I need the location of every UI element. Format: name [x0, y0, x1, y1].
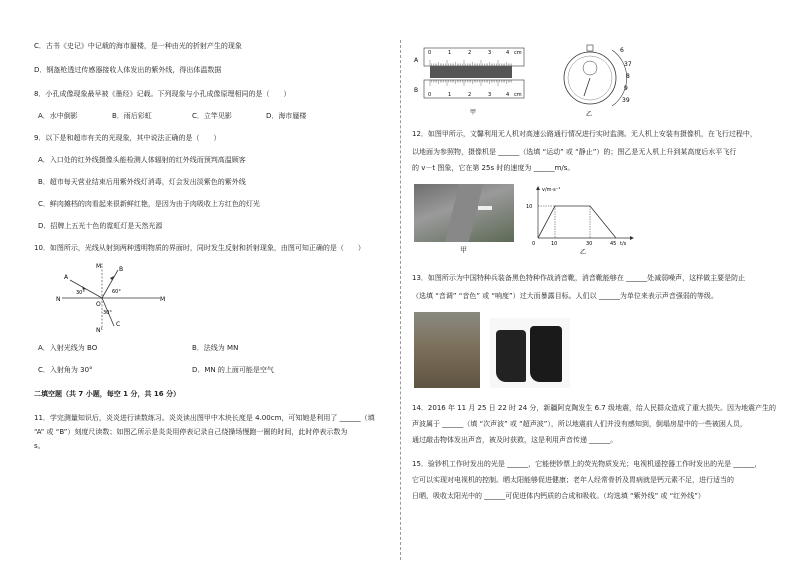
caption-jia: 甲 [470, 109, 477, 116]
ruler-b-tick-0: 0 [428, 92, 432, 98]
question-14-line2: 声波属于 ______（填 “次声波” 或 “超声波”），所以地震前人们并没有感知到，倒塌房屋中的一些被困人员， [412, 420, 747, 428]
question-13-line2: （选填 “音调” “音色” 或 “响度”）过大而暴露目标。人们以 ______为单位来表示声音强弱的等级。 [412, 292, 718, 300]
soldier-photo [414, 312, 480, 388]
angle-30-bottom: 30° [103, 310, 112, 316]
question-10: 10．如图所示，光线从射到两种透明物质的界面时，同时发生反射和折射现象，由图可知正确的是（ ） [34, 244, 365, 252]
ruler-label-a: A [414, 57, 419, 64]
graph-y0: 0 [532, 241, 536, 247]
question-11-line3: s。 [34, 442, 45, 450]
q9-option-a: A．入口处的红外线摄像头能检测人体辐射的红外线而预判高温顾客 [38, 156, 246, 164]
velocity-line [538, 206, 616, 238]
refraction-diagram [56, 262, 166, 334]
angle-30-top: 30° [76, 290, 85, 296]
q8-option-a: A．水中倒影 [38, 112, 78, 120]
q9-option-c: C．鲜肉摊档的肉看起来很新鲜红艳，是因为由于肉吸收上方红色的灯光 [38, 200, 260, 208]
graph-xunit: t/s [620, 241, 627, 247]
question-15-line3: 日晒，吸收太阳光中的 ______可促进体内钙质的合成和吸收。（均选填 “紫外线” 或 “红外线”） [412, 492, 705, 500]
label-n-left: N [56, 296, 61, 303]
question-11-line2: “A” 或 “B”）刻度尺读数；如图乙所示是炎炎用停表记录自己绕操场慢跑一圈的时间，此时停表示数为 [34, 428, 348, 436]
ruler-a-tick-4: 4 [506, 50, 510, 56]
label-n-bottom: N' [96, 327, 103, 334]
angle-60: 60° [112, 289, 121, 295]
question-12-line2: 以地面为参照物，摄像机是 ______（选填 “运动” 或 “静止”）的；图乙是无人机上升到某高度后水平飞行 [412, 148, 737, 156]
q10-option-c: C．入射角为 30° [38, 366, 93, 374]
label-a: A [64, 274, 69, 281]
graph-caption-yi: 乙 [580, 249, 587, 256]
ruler-b-tick-4: 4 [506, 92, 510, 98]
q8-option-d: D．海市蜃楼 [266, 112, 307, 120]
graph-x45: 45 [610, 241, 617, 247]
label-m-right: M [160, 296, 166, 303]
ruler-a-tick-1: 1 [448, 50, 452, 56]
q8-option-b: B．雨后彩虹 [112, 112, 152, 120]
watch-num-39: 39 [622, 97, 630, 104]
highway-drone-photo [414, 184, 514, 242]
q8-option-c: C．立竿见影 [192, 112, 232, 120]
ruler-a-tick-2: 2 [468, 50, 472, 56]
q9-option-d: D．招牌上五光十色的霓虹灯是天然光源 [38, 222, 163, 230]
photo-caption-jia: 甲 [460, 246, 467, 254]
question-15-line1: 15．验钞机工作时发出的光是 ______，它能使钞票上的荧光物质发光；电视机遥控器工作时发出的光是 ______， [412, 460, 762, 468]
column-divider [400, 40, 401, 560]
ruler-b-tick-3: 3 [488, 92, 492, 98]
label-m-top: M' [96, 263, 103, 270]
q9-option-b: B．超市每天营业结束后用紫外线灯消毒，灯会发出淡紫色的紫外线 [38, 178, 246, 186]
question-15-line2: 它可以实现对电视机的控制。晒太阳能够促进健康；老年人经常骨折及胃病就是钙元素不足，进行适当的 [412, 476, 734, 484]
watch-num-8: 8 [626, 73, 630, 80]
label-o: O [96, 301, 101, 308]
question-12-line1: 12．如图甲所示，文馨利用无人机对高速公路通行情况进行实时监测。无人机上安装有摄像机，在飞行过程中， [412, 130, 757, 138]
question-14-line1: 14．2016 年 11 月 25 日 22 时 24 分，新疆阿克陶发生 6.7 级地震，给人民群众造成了重大损失。因为地震产生的 [412, 404, 776, 412]
watch-num-6: 6 [620, 47, 624, 54]
caption-yi: 乙 [586, 111, 593, 118]
graph-y10: 10 [526, 204, 533, 210]
question-12-line3: 的 v－t 图象，它在第 25s 时的速度为 ______m/s。 [412, 164, 575, 172]
watch-num-37: 37 [624, 61, 632, 68]
ruler-a-tick-3: 3 [488, 50, 492, 56]
graph-ylabel: v/m·s⁻¹ [542, 187, 561, 193]
stopwatch [564, 45, 627, 106]
ruler-label-b: B [414, 87, 419, 94]
question-13-line1: 13．如图所示为中国特种兵装备黑色特种作战消音靴，消音靴能够在 ______处减弱噪声，这样做主要是防止 [412, 274, 746, 282]
boots-photo [490, 318, 570, 388]
section-2-heading: 二填空题（共 7 小题，每空 1 分，共 16 分） [34, 390, 181, 398]
label-c: C [116, 321, 121, 328]
label-b: B [119, 266, 124, 273]
q10-option-d: D．MN 的上面可能是空气 [192, 366, 274, 374]
option-c-shiji: C．古书《史记》中记载的海市蜃楼，是一种由光的折射产生的现象 [34, 42, 242, 50]
question-11-line1: 11．学完测量知识后，炎炎进行读数练习。炎炎读出图甲中木块长度是 4.00cm，可知她是利用了 ______（填 [34, 414, 375, 422]
q10-option-a: A．入射光线为 BO [38, 344, 98, 352]
graph-x10: 10 [551, 241, 558, 247]
question-8: 8．小孔成像现象最早被《墨经》记载。下列现象与小孔成像原理相同的是（ ） [34, 90, 291, 98]
ruler-a-tick-0: 0 [428, 50, 432, 56]
question-9: 9．以下是和超市有关的光现象，其中说法正确的是（ ） [34, 134, 221, 142]
q10-option-b: B．法线为 MN [192, 344, 239, 352]
drone-icon [478, 206, 492, 210]
ruler-b-unit: cm [514, 92, 522, 98]
wood-block [430, 66, 512, 78]
question-14-line3: 通过敲击物体发出声音，被及时获救，这是利用声音传递 ______。 [412, 436, 618, 444]
velocity-time-graph [524, 184, 636, 256]
ruler-stopwatch-figure [412, 42, 652, 120]
watch-num-9: 9 [624, 85, 628, 92]
ruler-b-tick-2: 2 [468, 92, 472, 98]
graph-x30: 30 [586, 241, 593, 247]
ruler-a-unit: cm [514, 50, 522, 56]
option-d-thermometer: D．钢盔枪透过传感器接收人体发出的紫外线，得出体温数据 [34, 66, 222, 74]
ruler-b-tick-1: 1 [448, 92, 452, 98]
